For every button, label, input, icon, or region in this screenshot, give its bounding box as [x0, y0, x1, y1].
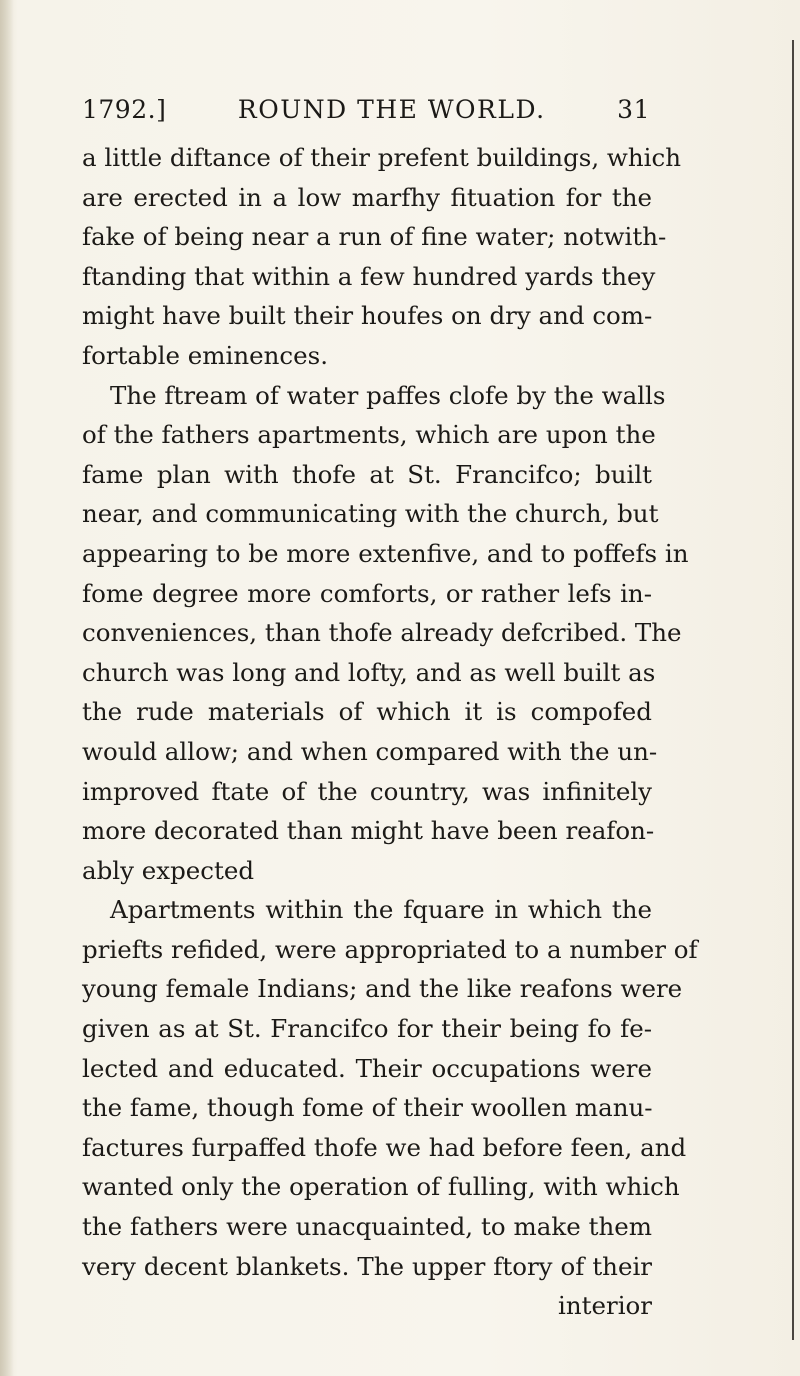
text-line: ably expected [82, 855, 255, 885]
text-line: the fathers were unacquainted, to make them [82, 1212, 652, 1242]
text-line: fame plan with thofe at St. Francifco; built [82, 459, 652, 489]
text-line: near, and communicating with the church, but [82, 499, 659, 529]
text-line: a little diftance of their prefent buildings, which [82, 143, 681, 172]
text-line: very decent blankets. The upper ftory of their [82, 1251, 652, 1281]
text-line: more decorated than might have been reafon- [82, 816, 655, 846]
text-line: fake of being near a run of fine water; notwith- [82, 222, 667, 252]
text-line: the fame, though fome of their woollen manu- [82, 1093, 653, 1123]
text-line: would allow; and when compared with the un- [82, 736, 658, 766]
text-line: conveniences, than thofe already defcribed. The [82, 618, 682, 648]
body-text [82, 138, 698, 1326]
text-line: The ftream of water paffes clofe by the walls [110, 380, 666, 410]
text-line: lected and educated. Their occupations were [82, 1053, 652, 1083]
text-line: ftanding that within a few hundred yards they [82, 261, 656, 291]
text-line: might have built their houfes on dry and com- [82, 301, 653, 331]
text-line: given as at St. Francifco for their being fo fe- [82, 1014, 652, 1044]
page-edge-rule [792, 40, 794, 1340]
page-header [82, 95, 650, 129]
text-line: factures furpaffed thofe we had before feen, and [82, 1132, 687, 1162]
text-line: fortable eminences. [82, 340, 328, 370]
binding-shadow [0, 0, 14, 1376]
page-number: 31 [617, 95, 650, 124]
text-line: wanted only the operation of fulling, with which [82, 1172, 680, 1202]
text-line: of the fathers apartments, which are upon the [82, 420, 656, 450]
text-line: the rude materials of which it is compofed [82, 697, 652, 727]
text-line: fome degree more comforts, or rather lefs in- [82, 578, 652, 608]
text-line: are erected in a low marfhy fituation for the [82, 182, 652, 212]
catchword: interior [558, 1291, 652, 1321]
text-line: church was long and lofty, and as well built as [82, 657, 656, 687]
text-line: young female Indians; and the like reafons were [82, 974, 683, 1004]
running-title: ROUND THE WORLD. [237, 95, 546, 124]
text-line: Apartments within the fquare in which the [110, 895, 652, 925]
header-year: 1792.] [82, 95, 167, 124]
text-line: improved ftate of the country, was infinitely [82, 776, 652, 806]
text-line: priefts refided, were appropriated to a number of [82, 934, 698, 964]
text-line: appearing to be more extenfive, and to poffefs in [82, 538, 689, 568]
